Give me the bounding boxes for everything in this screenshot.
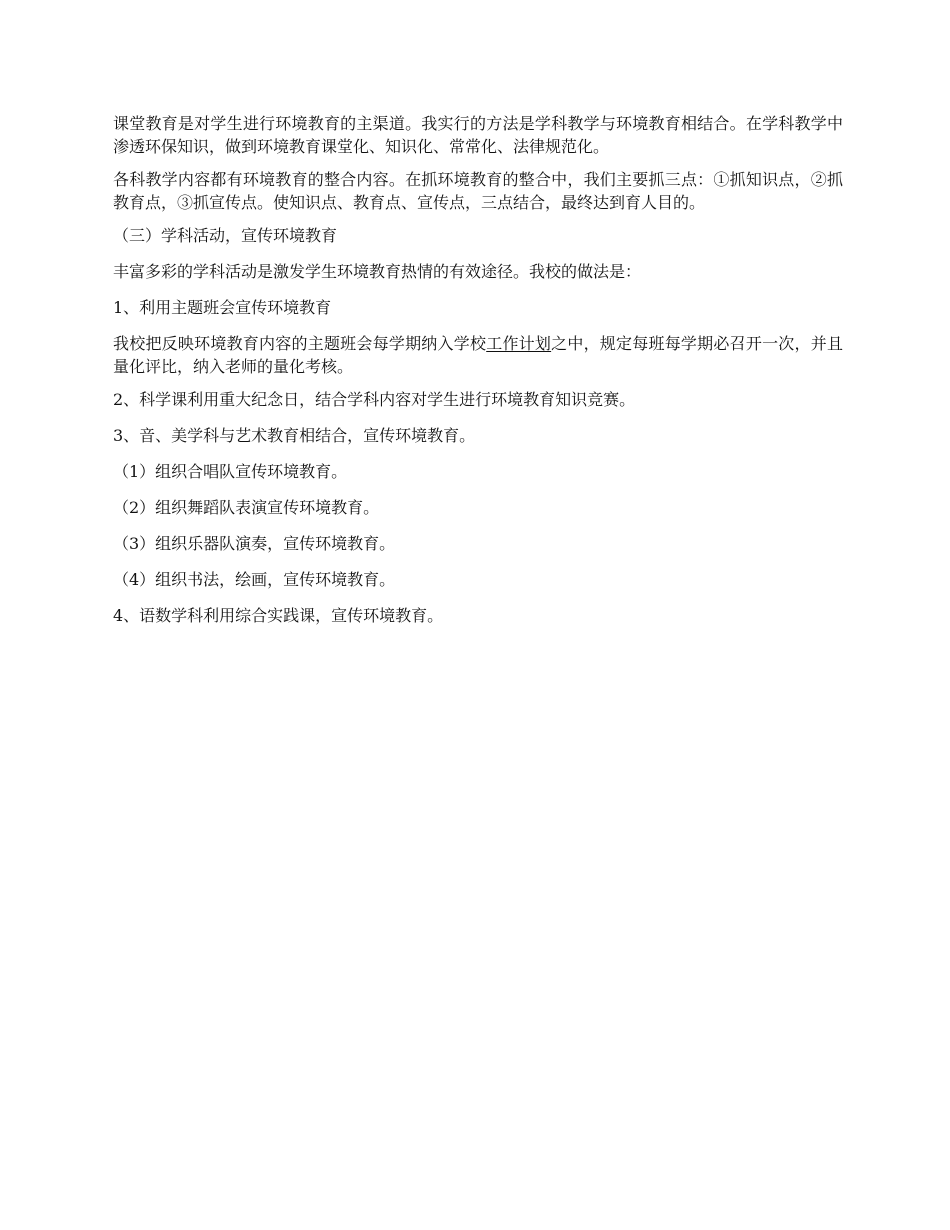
sub-item-choir: （1）组织合唱队宣传环境教育。: [113, 462, 348, 481]
paragraph-text-after-link: 之中，规定每班每学期必召开一次，并且量化评比，纳入老师的量化考核。: [113, 334, 843, 376]
section-heading-subject-activities: （三）学科活动，宣传环境教育: [113, 226, 338, 245]
list-item-art-education: 3、音、美学科与艺术教育相结合，宣传环境教育。: [113, 426, 476, 445]
sub-item-dance: （2）组织舞蹈队表演宣传环境教育。: [113, 498, 380, 517]
paragraph-classroom-education: 课堂教育是对学生进行环境教育的主渠道。我实行的方法是学科教学与环境教育相结合。在学科教学中渗透环保知识，做到环境教育课堂化、知识化、常常化、法律规范化。: [113, 114, 843, 156]
sub-item-calligraphy-painting: （4）组织书法，绘画，宣传环境教育。: [113, 570, 396, 589]
list-item-class-meeting: 1、利用主题班会宣传环境教育: [113, 298, 332, 317]
list-item-practice-class: 4、语数学科利用综合实践课，宣传环境教育。: [113, 606, 444, 625]
sub-item-orchestra: （3）组织乐器队演奏，宣传环境教育。: [113, 534, 396, 553]
paragraph-integration-points: 各科教学内容都有环境教育的整合内容。在抓环境教育的整合中，我们主要抓三点：①抓知识点，②抓教育点，③抓宣传点。使知识点、教育点、宣传点，三点结合，最终达到育人目的。: [113, 170, 843, 212]
work-plan-link[interactable]: 工作计划: [486, 334, 552, 353]
paragraph-class-meeting-plan: [113, 332, 843, 378]
paragraph-activities-intro: 丰富多彩的学科活动是激发学生环境教育热情的有效途径。我校的做法是：: [113, 262, 642, 281]
list-item-science-contest: 2、科学课利用重大纪念日，结合学科内容对学生进行环境教育知识竞赛。: [113, 390, 636, 409]
paragraph-text-before-link: 我校把反映环境教育内容的主题班会每学期纳入学校: [113, 334, 487, 353]
document-body: [113, 112, 843, 640]
